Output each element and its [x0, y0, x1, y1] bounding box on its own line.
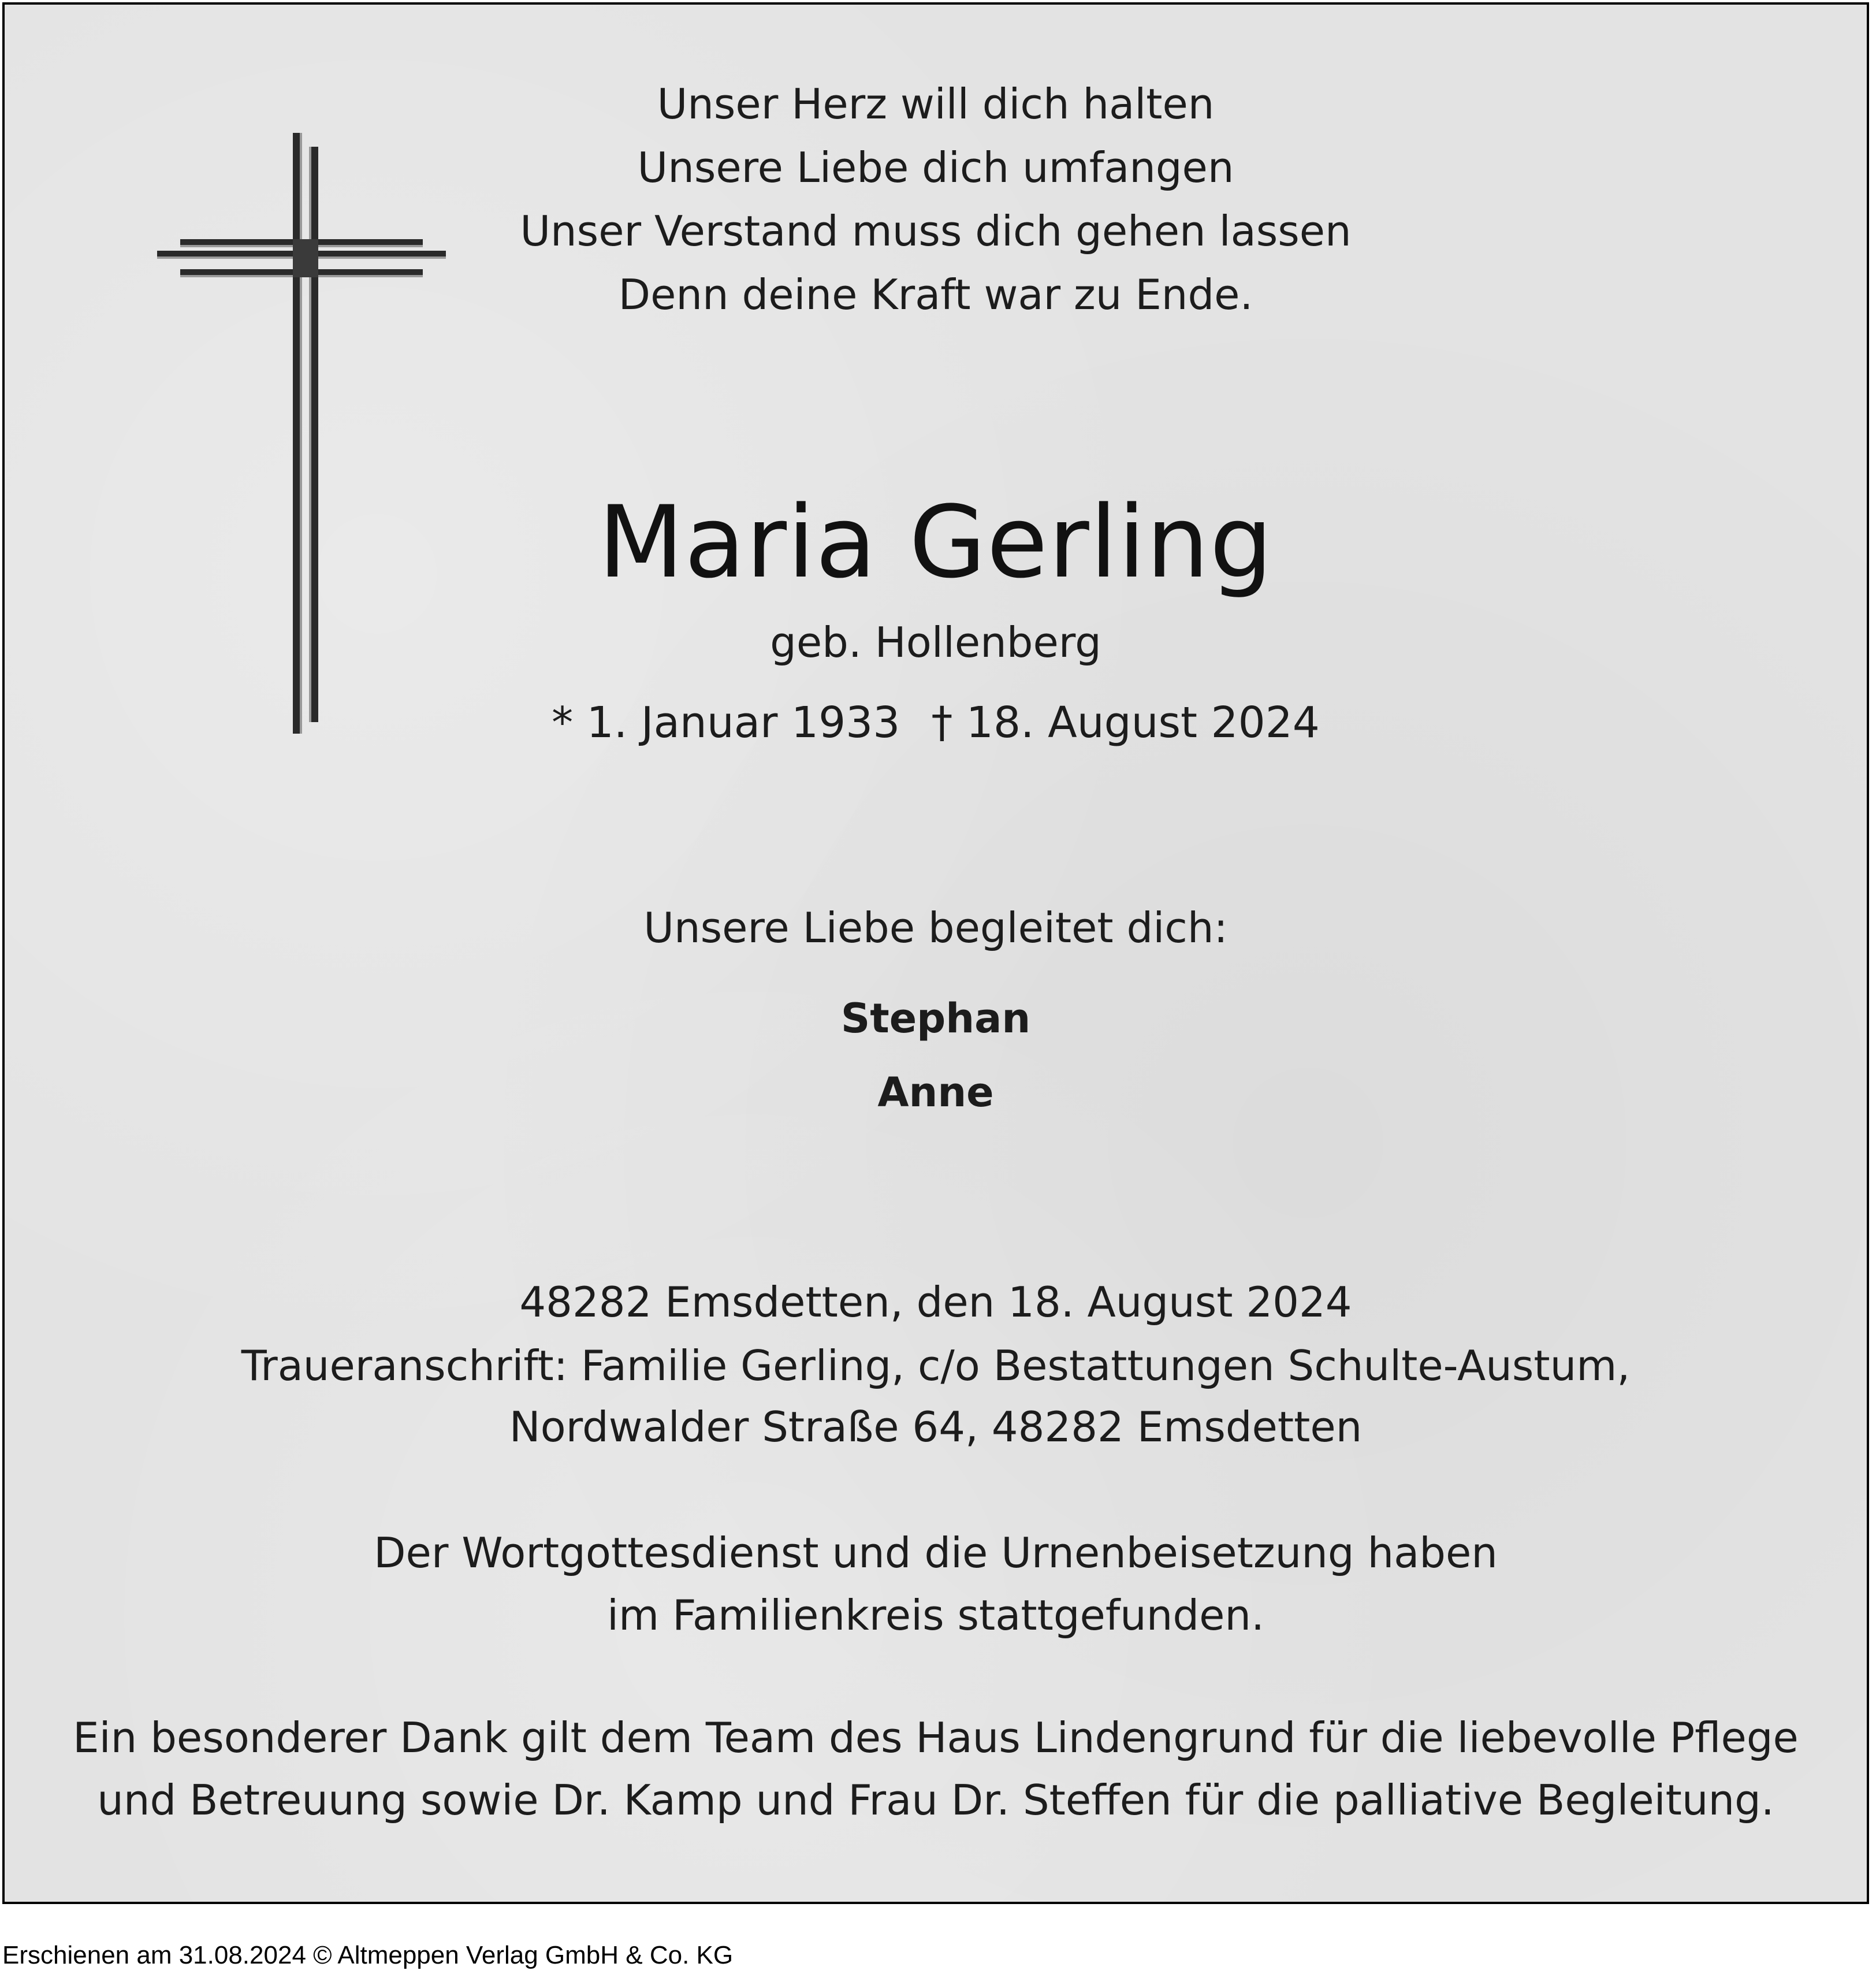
mourning-address-street: Nordwalder Straße 64, 48282 Emsdetten [509, 1403, 1363, 1451]
poem-line-3: Unser Verstand muss dich gehen lassen [520, 207, 1352, 255]
thanks-line-2: und Betreuung sowie Dr. Kamp und Frau Dr. Steffen für die palliative Begleitung. [97, 1776, 1774, 1824]
service-note-line-1: Der Wortgottesdienst und die Urnenbeisetzung haben [374, 1529, 1498, 1577]
obituary-card [2, 2, 1869, 1904]
poem-line-1: Unser Herz will dich halten [657, 80, 1215, 128]
death-date: † 18. August 2024 [931, 698, 1320, 748]
birth-date: * 1. Januar 1933 [552, 698, 900, 748]
mourners-intro: Unsere Liebe begleitet dich: [643, 904, 1228, 952]
poem-line-4: Denn deine Kraft war zu Ende. [618, 270, 1253, 319]
mourner-name: Stephan [840, 995, 1031, 1042]
service-note-line-2: im Familienkreis stattgefunden. [607, 1591, 1264, 1639]
life-dates [5, 698, 1867, 748]
birth-name: geb. Hollenberg [770, 618, 1101, 667]
mourner-name: Anne [877, 1069, 994, 1116]
thanks-line-1: Ein besonderer Dank gilt dem Team des Haus Lindengrund für die liebevolle Pflege [73, 1713, 1799, 1762]
deceased-name: Maria Gerling [598, 484, 1274, 600]
place-date: 48282 Emsdetten, den 18. August 2024 [519, 1278, 1352, 1326]
mourning-address: Traueranschrift: Familie Gerling, c/o Bestattungen Schulte-Austum, [241, 1341, 1631, 1390]
publication-footer: Erschienen am 31.08.2024 © Altmeppen Verlag GmbH & Co. KG [2, 1941, 734, 1969]
poem-line-2: Unsere Liebe dich umfangen [637, 143, 1234, 192]
